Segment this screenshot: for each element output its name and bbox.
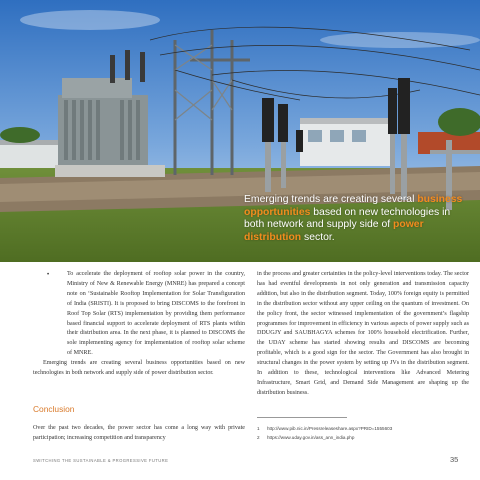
footnote-link[interactable]: https://www.uday.gov.in/ass_ann_india.php [267,435,355,440]
bullet-icon: • [47,271,50,278]
footnote-number: 2 [257,435,260,440]
conclusion-heading: Conclusion [33,404,75,414]
footnote-divider [257,417,347,418]
caption-part: sector. [301,231,335,243]
caption-highlight: business opportunities [244,194,463,218]
conclusion-text: Over the past two decades, the power sector has come a long way with private participation; increasing competition and transparency [33,425,245,441]
bullet-text: To accelerate the deployment of rooftop solar power in the country, Ministry of New & Renewable Energy (MNRE) has prepared a concept note on ‘Sustainable Rooftop Implementation for Solar Transfiguration of India (SRISTI). It is proposed to bring DISCOMS to the forefront in Roof Top Solar (RTS) implementation by providing them performance based financial support to accelerate deployment of RTS plants within their distribution area. In the next phase, it is planned to DISCOMS the sole implementing agency for implementation of rooftop solar scheme of MNRE. [67,271,245,357]
caption-highlight: power distribution [244,219,424,243]
page-number: 35 [450,455,459,464]
right-column: in the process and greater certainties in the policy-level interventions today. The sector has had eventful developments in not only generation and transmission capacity addition, but also in the distribution segment. Today, 100% foreign equity is permitted in the distribution sector without any upper ceiling on the quantum of investment. On the policy front, the sector witnessed implementation of the government’s flagship programmes for improvement in efficiency in various aspects of power supply such as DDUGJY and SAUBHAGYA schemes for 100% household electrification. Further, the UDAY scheme has started showing results and DISCOMS are becoming profitable, which is a good sign for the sector. The Government has also brought in structural changes in the power system by setting up JVs in the distribution segment. In addition to these, technological interventions like Advanced Metering Infrastructure, Smart Grid, and Demand Side Management are shaping up the distribution business. [257,271,469,396]
footnote [257,426,392,431]
footnote-link[interactable]: http://www.pib.nic.in/Pressreleaseshare.aspx?PRID=1555603 [267,426,393,431]
footnote-number: 1 [257,426,260,431]
footnote [257,435,354,440]
running-footer: SWITCHING THE SUSTAINABLE & PROGRESSIVE FUTURE [33,458,169,463]
caption-part: Emerging trends are creating several [244,194,418,205]
photo-caption [244,194,464,244]
caption-part: based on new technologies in both network and supply side of [244,206,451,231]
body-paragraph: Emerging trends are creating several business opportunities based on new technologies in both network and supply side of power distribution sector. [33,360,245,377]
left-column [33,270,245,379]
bullet-item [33,270,245,359]
